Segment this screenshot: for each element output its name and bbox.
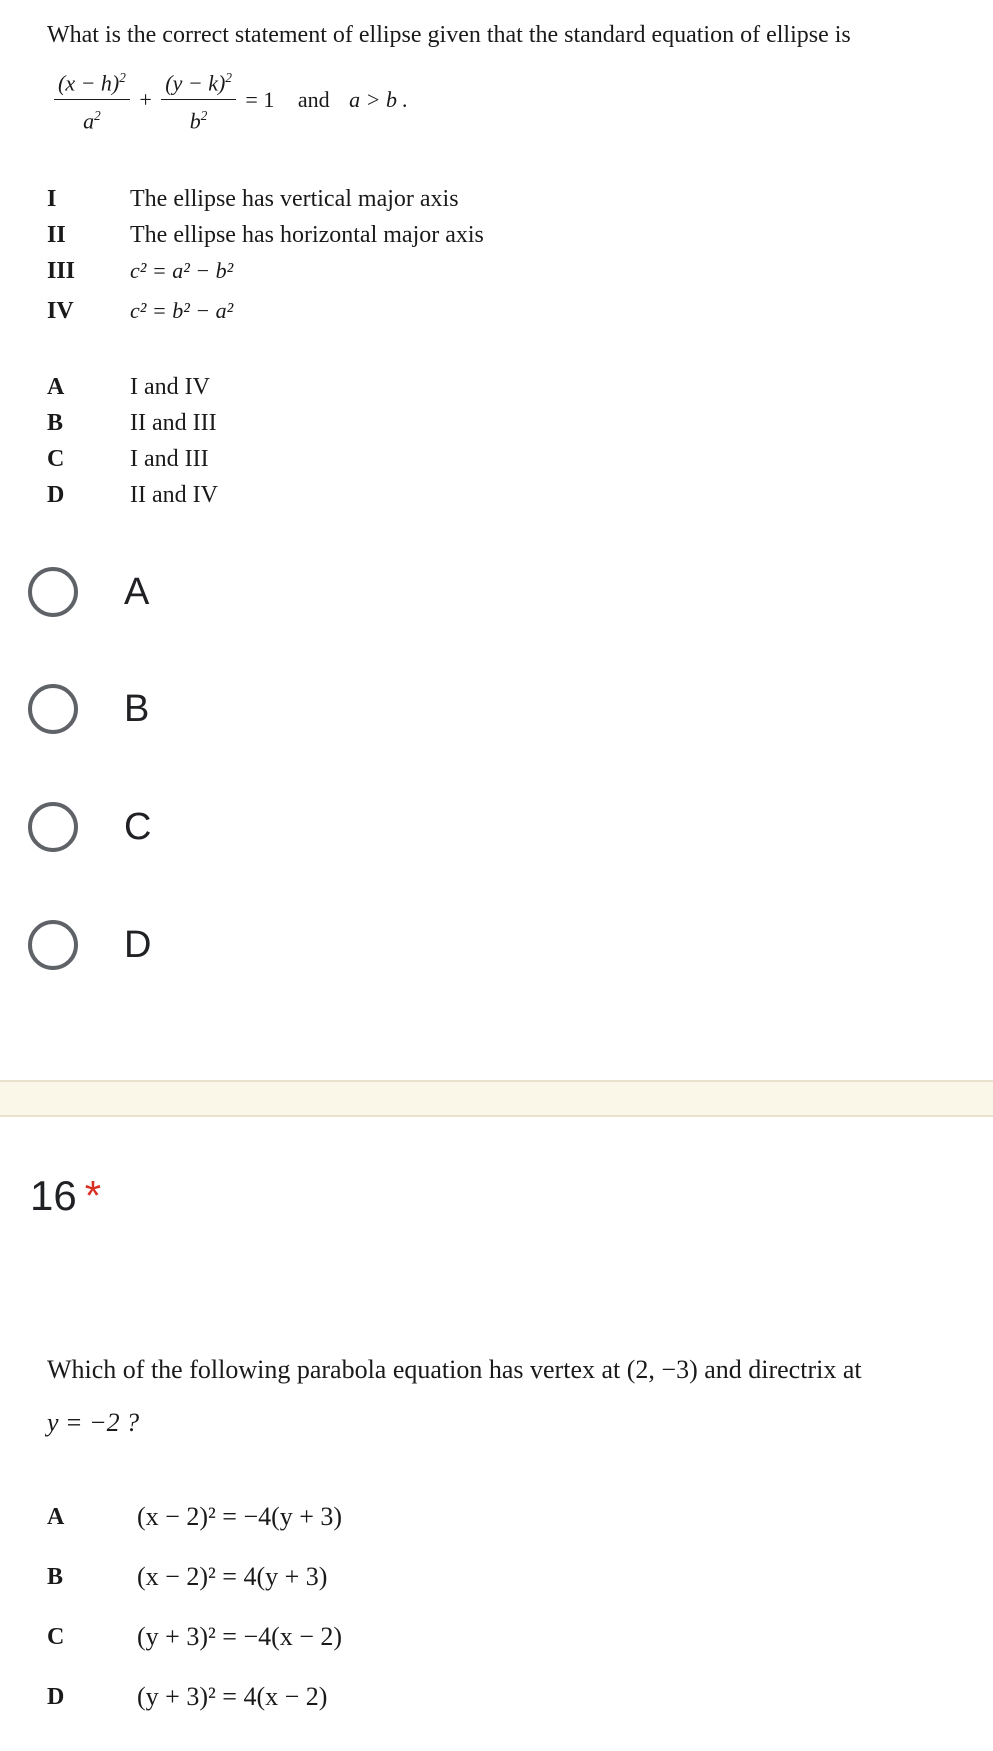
plus-sign: + <box>139 86 152 112</box>
denominator-a: a <box>83 108 95 134</box>
radio-option-c[interactable] <box>28 802 428 858</box>
option-key: B <box>47 1564 64 1590</box>
condition: a > b . <box>349 86 408 112</box>
statement-key: II <box>47 222 66 248</box>
option-key: C <box>47 1624 65 1650</box>
choice-key: C <box>47 446 65 472</box>
question-stem-line-2: y = −2 ? <box>47 1408 140 1437</box>
radio-option-a[interactable] <box>28 567 428 623</box>
choice-text: II and III <box>130 410 217 436</box>
question-stem: What is the correct statement of ellipse given that the standard equation of ellipse is <box>47 22 851 48</box>
choice-text: I and III <box>130 446 209 472</box>
question-number <box>30 1172 101 1220</box>
option-text: (y + 3)² = −4(x − 2) <box>137 1622 343 1651</box>
option-key: D <box>47 1684 65 1710</box>
choice-key: A <box>47 374 65 400</box>
fraction-x <box>54 62 130 138</box>
exponent: 2 <box>225 70 232 85</box>
and-text: and <box>297 86 330 112</box>
question-stem: Which of the following parabola equation has vertex at (2, −3) and directrix at <box>47 1355 862 1384</box>
question-number-text: 16 <box>30 1172 77 1219</box>
radio-label: C <box>124 806 152 848</box>
radio-button[interactable] <box>28 920 78 970</box>
statement-text: The ellipse has horizontal major axis <box>130 222 484 248</box>
radio-label: B <box>124 688 150 730</box>
choice-key: B <box>47 410 64 436</box>
option-key: A <box>47 1504 65 1530</box>
choice-text: I and IV <box>130 374 210 400</box>
radio-button[interactable] <box>28 802 78 852</box>
radio-button[interactable] <box>28 567 78 617</box>
statement-key: III <box>47 258 76 284</box>
statement-text: c² = a² − b² <box>130 258 234 283</box>
radio-button[interactable] <box>28 684 78 734</box>
exponent: 2 <box>94 108 101 124</box>
fraction-y <box>161 62 236 138</box>
option-text: (x − 2)² = 4(y + 3) <box>137 1562 328 1591</box>
statement-key: IV <box>47 298 74 324</box>
radio-label: A <box>124 571 150 613</box>
option-text: (y + 3)² = 4(x − 2) <box>137 1682 328 1711</box>
choice-key: D <box>47 482 65 508</box>
exponent: 2 <box>200 108 208 124</box>
section-divider <box>0 1080 993 1117</box>
ellipse-equation <box>54 62 412 138</box>
statement-text: c² = b² − a² <box>130 298 234 323</box>
numerator-y: (y − k) <box>165 70 226 96</box>
equals-one: = 1 <box>245 86 275 112</box>
option-text: (x − 2)² = −4(y + 3) <box>137 1502 343 1531</box>
numerator-x: (x − h) <box>58 70 120 96</box>
statement-text: The ellipse has vertical major axis <box>130 186 459 212</box>
required-asterisk: * <box>84 1172 102 1219</box>
denominator-b: b <box>189 108 201 134</box>
choice-text: II and IV <box>130 482 218 508</box>
radio-option-d[interactable] <box>28 920 428 976</box>
radio-option-b[interactable] <box>28 684 428 740</box>
radio-label: D <box>124 924 152 966</box>
statement-key: I <box>47 186 57 212</box>
exponent: 2 <box>119 70 126 85</box>
